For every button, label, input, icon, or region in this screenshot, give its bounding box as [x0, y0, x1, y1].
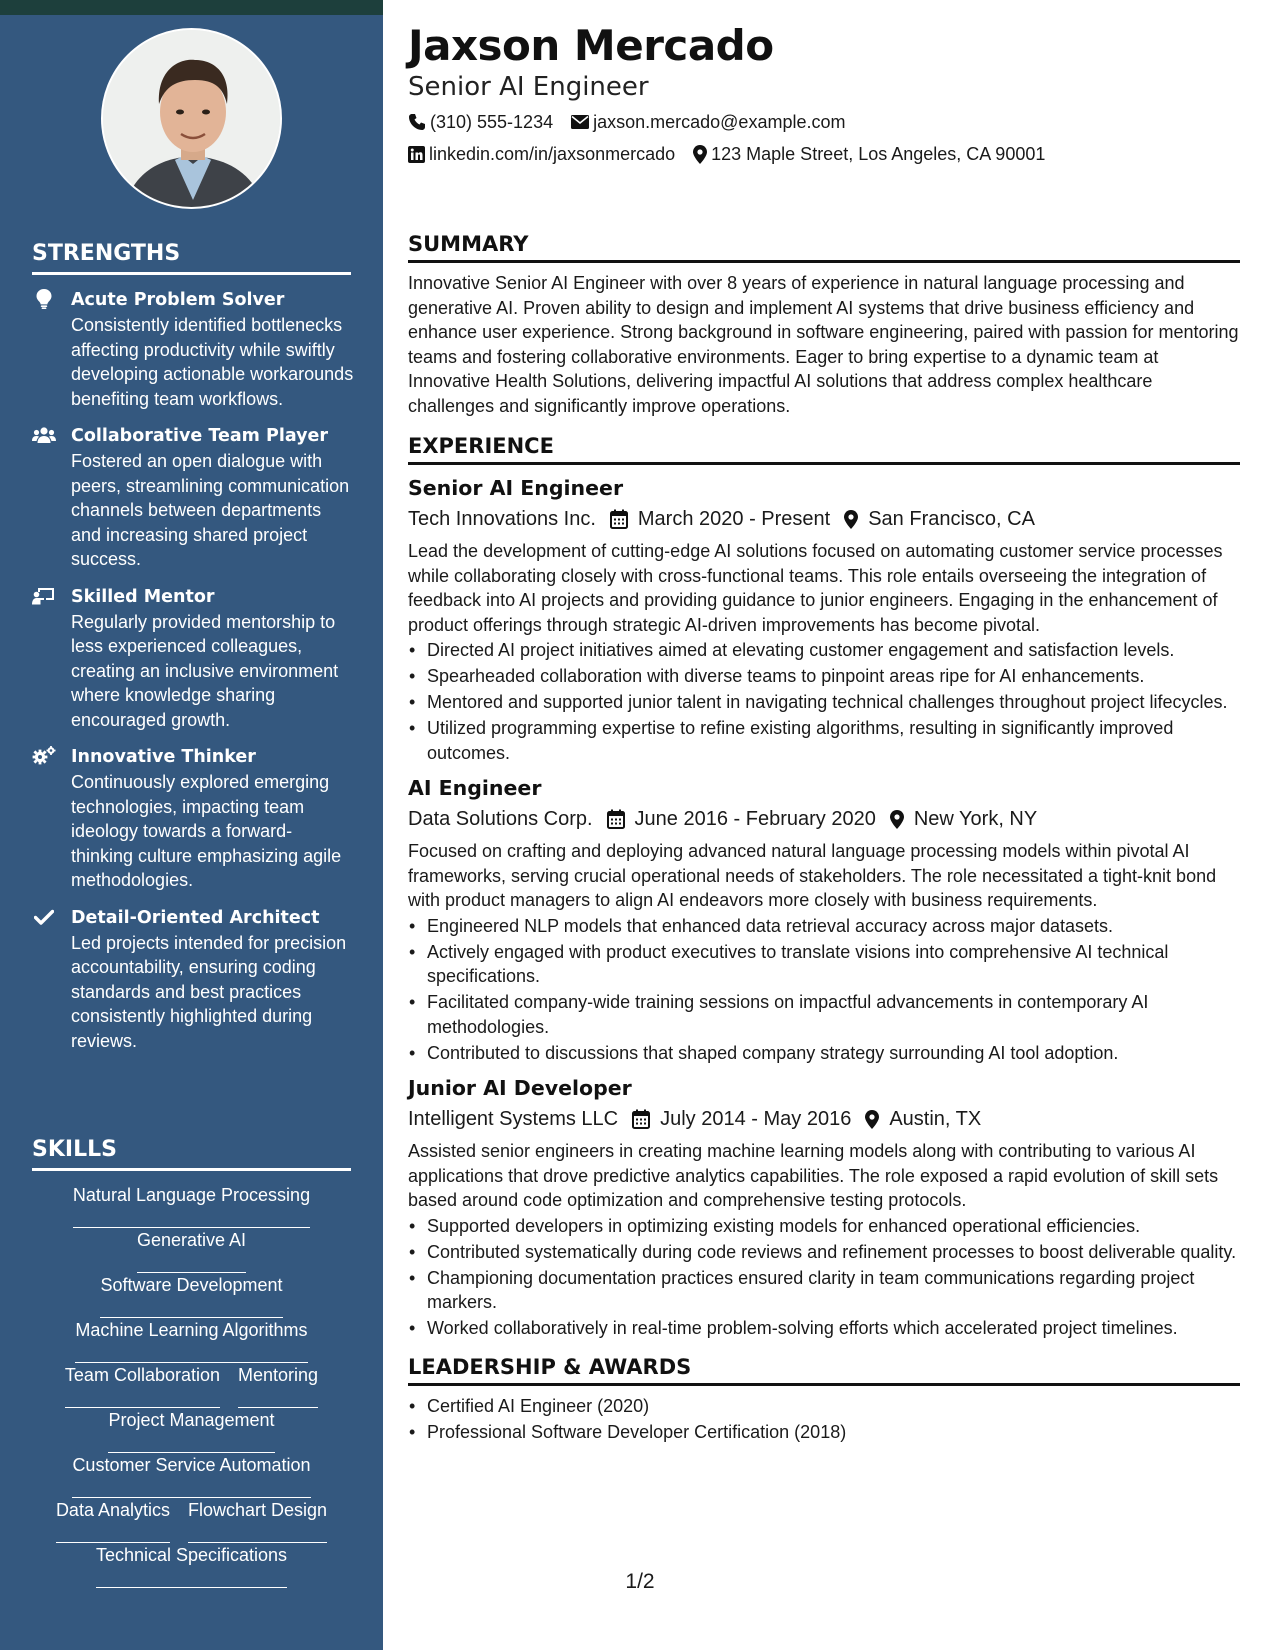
email-text[interactable]: jaxson.mercado@example.com [593, 112, 846, 132]
strength-description: Regularly provided mentorship to less experienced colleagues, creating an inclusive environment where knowledge sharing encouraged growth. [71, 611, 339, 730]
chalkboard-teacher-icon [32, 586, 56, 606]
job-location [865, 1103, 981, 1135]
strengths-list [32, 288, 354, 1066]
job-entry [408, 473, 1240, 765]
list-item: • Supported developers in optimizing existing models for enhanced operational efficiencies. [408, 1214, 1240, 1239]
address-text: 123 Maple Street, Los Angeles, CA 90001 [711, 144, 1046, 164]
candidate-title: Senior AI Engineer [408, 72, 649, 102]
strength-description: Consistently identified bottlenecks affecting productivity while swiftly developing actionable workarounds benefiting team workflows. [71, 315, 354, 409]
skill-tag: Customer Service Automation [72, 1453, 310, 1498]
skill-tag: Software Development [100, 1273, 282, 1318]
strength-item [32, 745, 354, 893]
skill-tag: Data Analytics [56, 1498, 170, 1543]
map-pin-icon [844, 510, 858, 529]
job-dates-text: March 2020 - Present [637, 508, 831, 530]
candidate-name: Jaxson Mercado [408, 21, 774, 70]
list-item: • Championing documentation practices ensured clarity in team communications regarding project markers. [408, 1266, 1240, 1315]
strength-description: Continuously explored emerging technologies, impacting team ideology towards a forward-thinking culture emphasizing agile methodologies. [71, 772, 342, 890]
calendar-icon [632, 1109, 650, 1129]
list-item: • Certified AI Engineer (2020) [408, 1394, 1240, 1419]
strength-item [32, 424, 354, 572]
job-meta [408, 503, 1240, 535]
job-location [890, 803, 1037, 835]
list-item: • Utilized programming expertise to refine existing algorithms, resulting in significantly improved outcomes. [408, 716, 1240, 765]
job-title: Senior AI Engineer [408, 476, 624, 500]
list-item: • Spearheaded collaboration with diverse teams to pinpoint areas ripe for AI enhancements. [408, 664, 1240, 689]
map-pin-icon [865, 1110, 879, 1129]
job-description: Focused on crafting and deploying advanced natural language processing models within pivotal AI frameworks, serving crucial operational needs of stakeholders. The role necessitated a tight-knit bond with product managers to align AI endeavors more closely with business requirements. [408, 841, 1217, 910]
strength-item [32, 288, 354, 411]
linkedin-text[interactable]: linkedin.com/in/jaxsonmercado [429, 144, 676, 164]
strengths-heading: STRENGTHS [32, 241, 351, 275]
job-location-text: Austin, TX [889, 1108, 982, 1130]
calendar-icon [610, 509, 628, 529]
address-contact [693, 138, 1045, 170]
awards-section [408, 1355, 1240, 1445]
sidebar-top-bar [0, 0, 383, 15]
skills-list [32, 1183, 351, 1588]
list-item: • Actively engaged with product executives to translate visions into comprehensive AI technical specifications. [408, 940, 1240, 989]
job-description: Assisted senior engineers in creating machine learning models along with contributing to various AI applications that drove predictive analytics capabilities. The role exposed a rapid evolution of skill sets based around code optimization and comprehensive testing protocols. [408, 1141, 1219, 1210]
experience-heading: EXPERIENCE [408, 434, 1240, 465]
skill-tag: Mentoring [238, 1363, 318, 1408]
job-bullets [408, 914, 1240, 1066]
skill-tag: Generative AI [137, 1228, 246, 1273]
list-item: • Worked collaboratively in real-time problem-solving efforts which accelerated project timelines. [408, 1316, 1240, 1341]
job-title: AI Engineer [408, 776, 542, 800]
skill-tag: Natural Language Processing [73, 1183, 310, 1228]
summary-heading: SUMMARY [408, 232, 1240, 263]
phone-icon [408, 113, 426, 131]
contact-row [408, 106, 1240, 138]
job-location-text: San Francisco, CA [868, 508, 1035, 530]
calendar-icon [607, 809, 625, 829]
strength-title: Skilled Mentor [71, 586, 215, 607]
summary-section [408, 232, 1240, 418]
phone-contact [408, 106, 553, 138]
profile-photo [101, 28, 282, 209]
list-item: • Engineered NLP models that enhanced data retrieval accuracy across major datasets. [408, 914, 1240, 939]
lightbulb-icon [32, 289, 56, 309]
skill-tag: Project Management [108, 1408, 274, 1453]
skill-tag: Team Collaboration [65, 1363, 220, 1408]
list-item: • Contributed to discussions that shaped company strategy surrounding AI tool adoption. [408, 1041, 1240, 1066]
job-location [844, 503, 1035, 535]
company-name: Data Solutions Corp. [408, 808, 593, 830]
job-meta [408, 1103, 1240, 1135]
checkmark-icon [32, 907, 56, 927]
job-bullets [408, 1214, 1240, 1341]
experience-section [408, 434, 1240, 1341]
strength-title: Detail-Oriented Architect [71, 907, 320, 928]
list-item: • Directed AI project initiatives aimed at elevating customer engagement and satisfaction levels. [408, 638, 1240, 663]
strength-description: Led projects intended for precision accountability, ensuring coding standards and best practices consistently highlighted during reviews. [71, 932, 347, 1051]
gears-icon [32, 746, 56, 766]
job-entry [408, 773, 1240, 1065]
map-pin-icon [693, 145, 707, 164]
job-dates-text: June 2016 - February 2020 [634, 808, 876, 830]
job-entry [408, 1073, 1240, 1341]
strength-item [32, 585, 354, 733]
job-location-text: New York, NY [913, 808, 1038, 830]
main-content [408, 20, 1240, 1446]
envelope-icon [571, 115, 589, 129]
job-dates [610, 503, 830, 535]
job-dates-text: July 2014 - May 2016 [660, 1108, 852, 1130]
skill-tag: Flowchart Design [188, 1498, 327, 1543]
strength-title: Collaborative Team Player [71, 426, 329, 446]
job-description: Lead the development of cutting-edge AI solutions focused on automating customer service processes while collaborating closely with cross-functional teams. This role entails overseeing the integration of feedback into AI projects and providing guidance to junior engineers. Engaging in the enhancement of product offerings through strategic AI-driven improvements has become pivotal. [408, 541, 1223, 635]
linkedin-icon [408, 146, 425, 163]
company-name: Intelligent Systems LLC [408, 1108, 619, 1130]
users-icon [32, 425, 56, 445]
job-meta [408, 803, 1240, 835]
awards-list [408, 1394, 1240, 1445]
summary-text: Innovative Senior AI Engineer with over 8 years of experience in natural language processing and generative AI. Proven ability to design and implement AI systems that drive business efficiency and enhance user experience. Strong background in software engineering, paired with passion for mentoring teams and fostering collaborative environments. Eager to bring expertise to a dynamic team at Innovative Health Solutions, delivering impactful AI solutions that address complex healthcare challenges and significantly improve operations. [408, 273, 1239, 416]
job-title: Junior AI Developer [408, 1076, 632, 1100]
list-item: • Contributed systematically during code reviews and refinement processes to boost deliverable quality. [408, 1240, 1240, 1265]
skills-heading: SKILLS [32, 1137, 351, 1171]
strength-description: Fostered an open dialogue with peers, streamlining communication channels between departments and increasing shared project success. [71, 451, 350, 569]
skill-tag: Technical Specifications [96, 1543, 287, 1588]
map-pin-icon [890, 810, 904, 829]
phone-text: (310) 555-1234 [430, 112, 554, 132]
list-item: • Mentored and supported junior talent in navigating technical challenges throughout project lifecycles. [408, 690, 1240, 715]
job-dates [632, 1103, 851, 1135]
list-item: • Professional Software Developer Certification (2018) [408, 1420, 1240, 1445]
company-name: Tech Innovations Inc. [408, 508, 596, 530]
list-item: • Facilitated company-wide training sessions on impactful advancements in contemporary AI methodologies. [408, 990, 1240, 1039]
skill-tag: Machine Learning Algorithms [75, 1318, 307, 1363]
page-number: 1/2 [625, 1570, 655, 1593]
linkedin-contact[interactable] [408, 138, 675, 170]
strength-title: Acute Problem Solver [71, 290, 285, 310]
strength-title: Innovative Thinker [71, 747, 256, 767]
contact-row [408, 138, 1240, 170]
job-dates [607, 803, 876, 835]
awards-heading: LEADERSHIP & AWARDS [408, 1355, 1240, 1386]
email-contact[interactable] [571, 106, 845, 138]
job-bullets [408, 638, 1240, 765]
sidebar [0, 0, 383, 1650]
strength-item [32, 906, 354, 1054]
